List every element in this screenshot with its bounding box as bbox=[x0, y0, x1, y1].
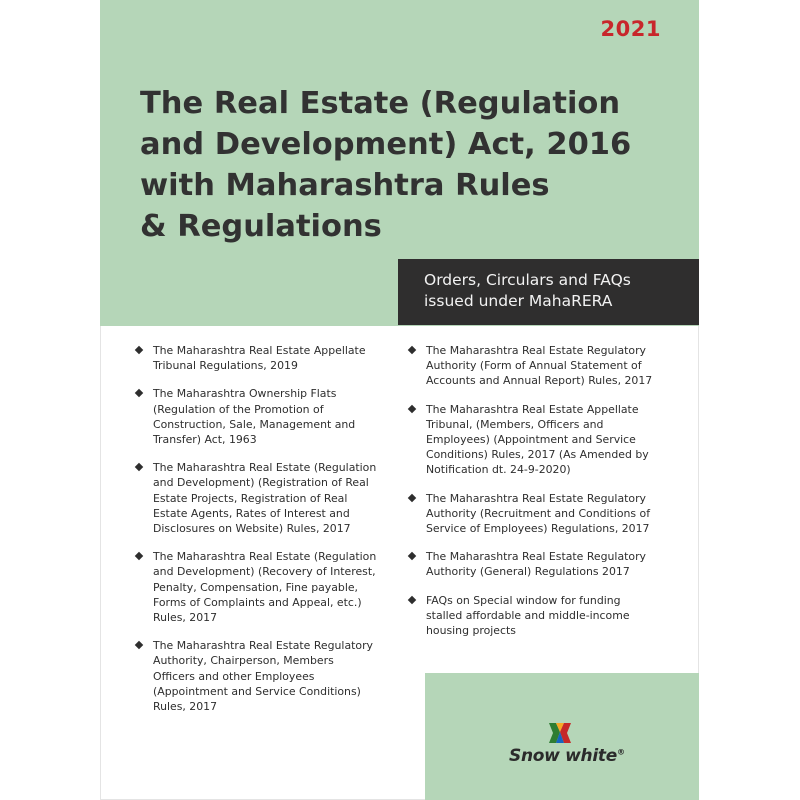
diamond-bullet-icon bbox=[408, 493, 416, 501]
publisher-logo-icon bbox=[549, 723, 571, 743]
contents-item-line: and Development) (Registration of Real bbox=[153, 476, 369, 490]
title-line: and Development) Act, 2016 bbox=[140, 127, 632, 162]
contents-item-line: Estate Projects, Registration of Real bbox=[153, 491, 348, 505]
contents-item bbox=[405, 491, 691, 537]
contents-item-line: Forms of Complaints and Appeal, etc.) bbox=[153, 595, 362, 609]
contents-item-line: Authority (General) Regulations 2017 bbox=[426, 565, 630, 579]
contents-item-line: Authority (Recruitment and Conditions of bbox=[426, 506, 651, 520]
contents-item-line: The Maharashtra Ownership Flats bbox=[153, 387, 337, 401]
title-line: with Maharashtra Rules bbox=[140, 168, 550, 203]
contents-item-line: Construction, Sale, Management and bbox=[153, 417, 356, 431]
contents-item-line: The Maharashtra Real Estate Regulatory bbox=[153, 639, 373, 653]
contents-item-line: Transfer) Act, 1963 bbox=[153, 433, 257, 447]
contents-item-line: (Regulation of the Promotion of bbox=[153, 402, 324, 416]
contents-item-line: FAQs on Special window for funding bbox=[426, 593, 621, 607]
contents-item bbox=[405, 549, 691, 579]
book-cover bbox=[100, 0, 699, 800]
diamond-bullet-icon bbox=[135, 389, 143, 397]
contents-item-line: The Maharashtra Real Estate (Regulation bbox=[153, 550, 377, 564]
contents-item-line: Authority (Form of Annual Statement of bbox=[426, 359, 642, 373]
contents-item-line: Rules, 2017 bbox=[153, 700, 218, 714]
publisher-band bbox=[425, 673, 699, 800]
contents-list-left bbox=[132, 343, 394, 727]
contents-item bbox=[405, 343, 691, 389]
contents-item bbox=[132, 638, 394, 714]
diamond-bullet-icon bbox=[408, 595, 416, 603]
contents-item-line: The Maharashtra Real Estate Regulatory bbox=[426, 550, 646, 564]
contents-item-line: and Development) (Recovery of Interest, bbox=[153, 565, 376, 579]
contents-item-line: (Appointment and Service Conditions) bbox=[153, 684, 361, 698]
diamond-bullet-icon bbox=[408, 404, 416, 412]
contents-item bbox=[132, 343, 394, 373]
diamond-bullet-icon bbox=[135, 641, 143, 649]
contents-item bbox=[132, 460, 394, 536]
contents-item-line: Employees) (Appointment and Service bbox=[426, 433, 636, 447]
contents-list-right bbox=[405, 343, 691, 651]
contents-item-line: Authority, Chairperson, Members bbox=[153, 654, 334, 668]
edition-year: 2021 bbox=[600, 17, 661, 41]
registered-mark: ® bbox=[616, 747, 625, 757]
contents-item-line: Disclosures on Website) Rules, 2017 bbox=[153, 522, 351, 536]
contents-item-line: Service of Employees) Regulations, 2017 bbox=[426, 522, 650, 536]
contents-item-line: Officers and other Employees bbox=[153, 669, 315, 683]
contents-item-line: Rules, 2017 bbox=[153, 611, 218, 625]
contents-item-line: Penalty, Compensation, Fine payable, bbox=[153, 580, 359, 594]
contents-item-line: Notification dt. 24-9-2020) bbox=[426, 463, 571, 477]
contents-item-line: Tribunal Regulations, 2019 bbox=[153, 359, 298, 373]
contents-item-line: Conditions) Rules, 2017 (As Amended by bbox=[426, 448, 649, 462]
subtitle-box bbox=[398, 259, 699, 325]
contents-item-line: stalled affordable and middle-income bbox=[426, 608, 630, 622]
contents-item-line: Tribunal, (Members, Officers and bbox=[426, 417, 604, 431]
subtitle-line: Orders, Circulars and FAQs bbox=[424, 271, 631, 289]
diamond-bullet-icon bbox=[408, 552, 416, 560]
title-line: & Regulations bbox=[140, 209, 382, 244]
contents-item-line: Estate Agents, Rates of Interest and bbox=[153, 506, 350, 520]
diamond-bullet-icon bbox=[135, 463, 143, 471]
subtitle-line: issued under MahaRERA bbox=[424, 292, 613, 310]
contents-item bbox=[405, 402, 691, 478]
publisher-name bbox=[509, 746, 625, 766]
contents-item-line: The Maharashtra Real Estate Regulatory bbox=[426, 491, 646, 505]
contents-item-line: The Maharashtra Real Estate (Regulation bbox=[153, 461, 377, 475]
diamond-bullet-icon bbox=[135, 346, 143, 354]
title-line: The Real Estate (Regulation bbox=[140, 86, 621, 121]
contents-item-line: Accounts and Annual Report) Rules, 2017 bbox=[426, 374, 653, 388]
title-band bbox=[100, 0, 699, 326]
contents-item bbox=[132, 386, 394, 447]
contents-item-line: The Maharashtra Real Estate Regulatory bbox=[426, 344, 646, 357]
diamond-bullet-icon bbox=[408, 346, 416, 354]
diamond-bullet-icon bbox=[135, 552, 143, 560]
contents-item-line: The Maharashtra Real Estate Appellate bbox=[426, 402, 639, 416]
contents-item-line: housing projects bbox=[426, 624, 516, 638]
contents-item bbox=[405, 593, 691, 639]
contents-item-line: The Maharashtra Real Estate Appellate bbox=[153, 344, 366, 357]
publisher-name-text: Snow white bbox=[509, 746, 617, 766]
contents-item bbox=[132, 549, 394, 625]
book-title bbox=[140, 83, 685, 247]
